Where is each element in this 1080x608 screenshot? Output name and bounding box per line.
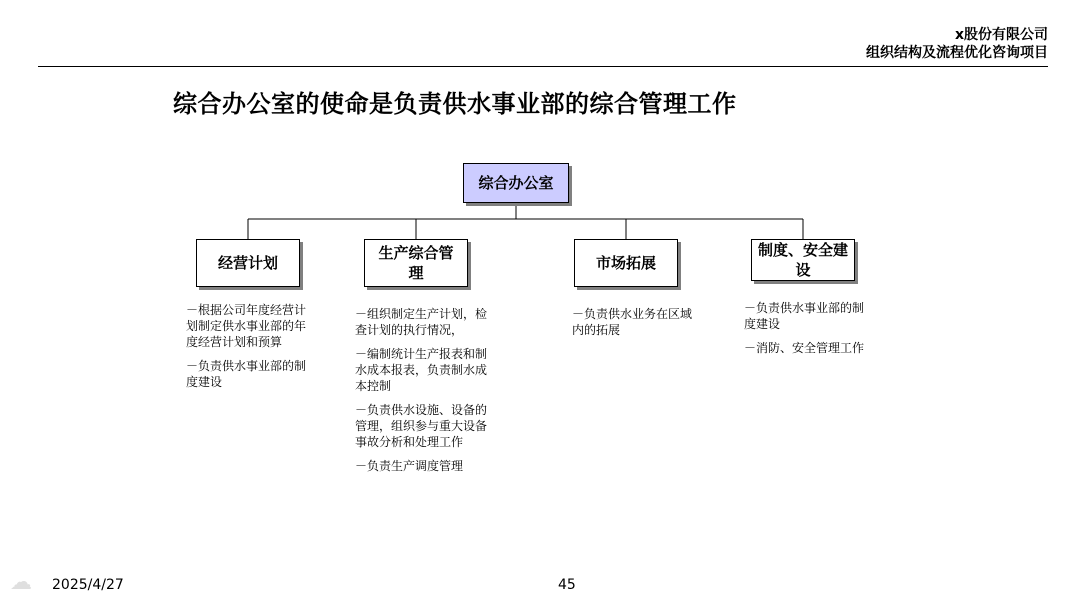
watermark-logo: ☁ [10,570,32,595]
org-root-box [463,163,569,203]
dept-box-market [574,239,678,287]
duty-item: －编制统计生产报表和制水成本报表，负责制水成本控制 [355,347,488,393]
dept-label: 经营计划 [217,254,278,272]
page-title: 综合办公室的使命是负责供水事业部的综合管理工作 [173,90,737,118]
duties-list-safety [744,300,870,364]
dept-box-production [364,239,468,287]
duties-list-production [355,306,493,482]
project-name: 组织结构及流程优化咨询项目 [866,45,1048,61]
duties-list-market [572,306,698,346]
duties-list-planning [186,302,310,398]
dept-label: 生产综合管理 [378,244,454,282]
dept-label: 市场拓展 [595,254,656,272]
dept-box-planning [196,239,300,287]
duty-item: －负责供水业务在区域内的拓展 [572,307,693,337]
dept-box-safety [751,239,855,281]
dept-label: 制度、安全建设 [758,241,849,279]
duty-item: －负责供水设施、设备的管理，组织参与重大设备事故分析和处理工作 [355,403,488,449]
duty-item: －负责生产调度管理 [355,459,464,473]
page-number: 45 [558,577,576,593]
duty-item: －根据公司年度经营计划制定供水事业部的年度经营计划和预算 [186,303,307,349]
company-name: x股份有限公司 [954,27,1048,43]
duty-item: －负责供水事业部的制度建设 [186,359,307,389]
footer-date: 2025/4/27 [52,577,124,593]
org-root-label: 综合办公室 [478,174,554,192]
duty-item: －负责供水事业部的制度建设 [744,301,865,331]
duty-item: －消防、安全管理工作 [744,341,865,355]
duty-item: －组织制定生产计划，检查计划的执行情况， [355,307,488,337]
